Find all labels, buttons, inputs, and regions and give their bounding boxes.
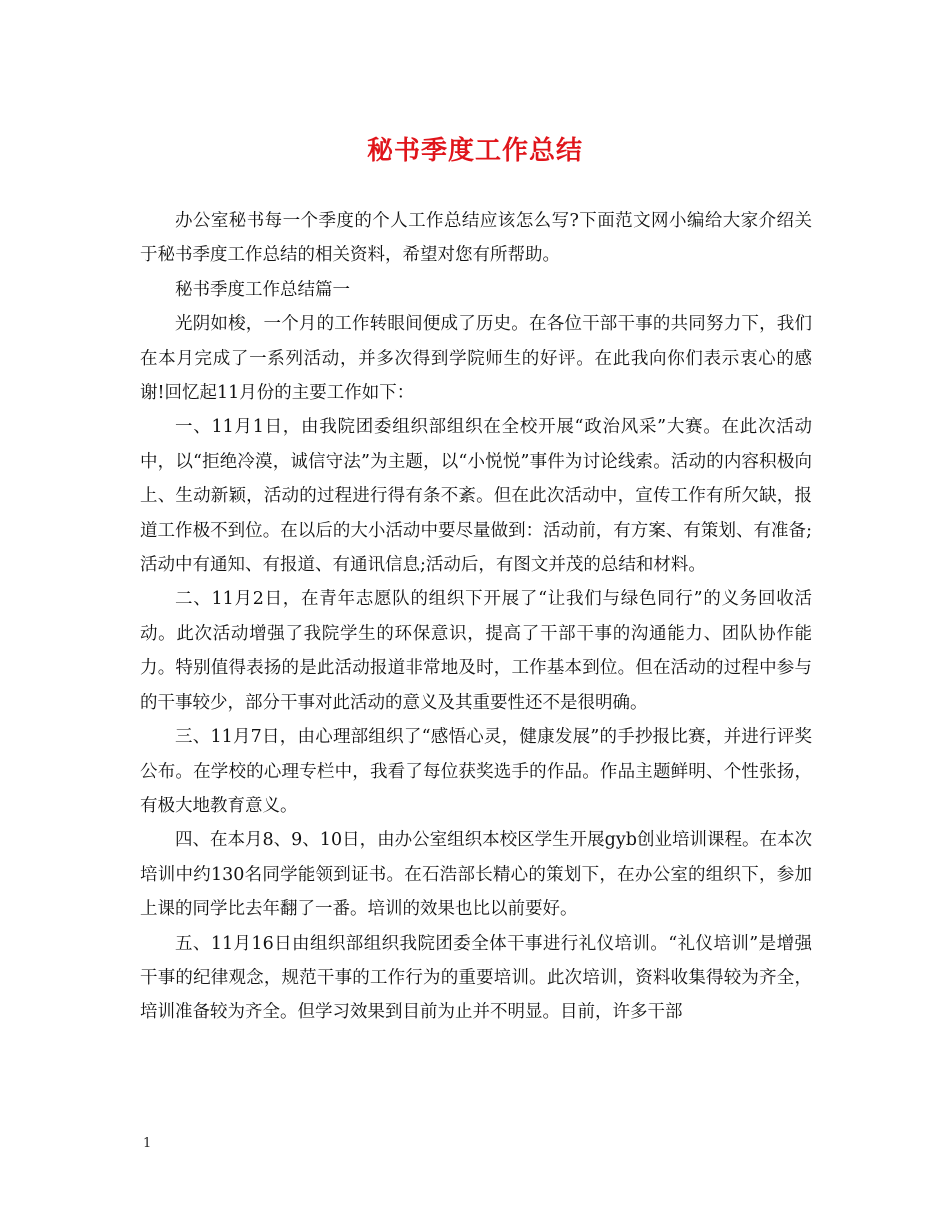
paragraph-opening: 光阴如梭，一个月的工作转眼间便成了历史。在各位干部干事的共同努力下，我们在本月完成了一系列活动，并多次得到学院师生的好评。在此我向你们表示衷心的感谢!回忆起11月份的主要工作如下： — [140, 314, 812, 404]
document-title: 秘书季度工作总结 — [366, 136, 583, 166]
paragraph-item-2: 二、11月2日，在青年志愿队的组织下开展了“让我们与绿色同行”的义务回收活动。此次活动增强了我院学生的环保意识，提高了干部干事的沟通能力、团队协作能力。特别值得表扬的是此活动报道非常地及时，工作基本到位。但在活动的过程中参与的干事较少，部分干事对此活动的意义及其重要性还不是很明确。 — [140, 589, 812, 713]
paragraph-item-5: 五、11月16日由组织部组织我院团委全体干事进行礼仪培训。“礼仪培训”是增强干事的纪律观念，规范干事的工作行为的重要培训。此次培训，资料收集得较为齐全，培训准备较为齐全。但学习效果到目前为止并不明显。目前，许多干部 — [140, 933, 812, 1023]
paragraph-item-3: 三、11月7日，由心理部组织了“感悟心灵，健康发展”的手抄报比赛，并进行评奖公布。在学校的心理专栏中，我看了每位获奖选手的作品。作品主题鲜明、个性张扬，有极大地教育意义。 — [140, 727, 812, 816]
document-body — [140, 204, 812, 1030]
paragraph-item-1: 一、11月1日，由我院团委组织部组织在全校开展“政治风采”大赛。在此次活动中，以“拒绝冷漠，诚信守法”为主题，以“小悦悦”事件为讨论线索。活动的内容积极向上、生动新颖，活动的过程进行得有条不紊。但在此次活动中，宣传工作有所欠缺，报道工作极不到位。在以后的大小活动中要尽量做到：活动前，有方案、有策划、有准备;活动中有通知、有报道、有通讯信息;活动后，有图文并茂的总结和材料。 — [140, 417, 812, 576]
page-number: 1 — [143, 1136, 152, 1151]
paragraph-intro: 办公室秘书每一个季度的个人工作总结应该怎么写?下面范文网小编给大家介绍关于秘书季度工作总结的相关资料，希望对您有所帮助。 — [140, 211, 812, 266]
paragraph-item-4: 四、在本月8、9、10日，由办公室组织本校区学生开展gyb创业培训课程。在本次培训中约130名同学能领到证书。在石浩部长精心的策划下，在办公室的组织下，参加上课的同学比去年翻了一番。培训的效果也比以前要好。 — [140, 830, 812, 920]
section-heading: 秘书季度工作总结篇一 — [175, 279, 350, 300]
